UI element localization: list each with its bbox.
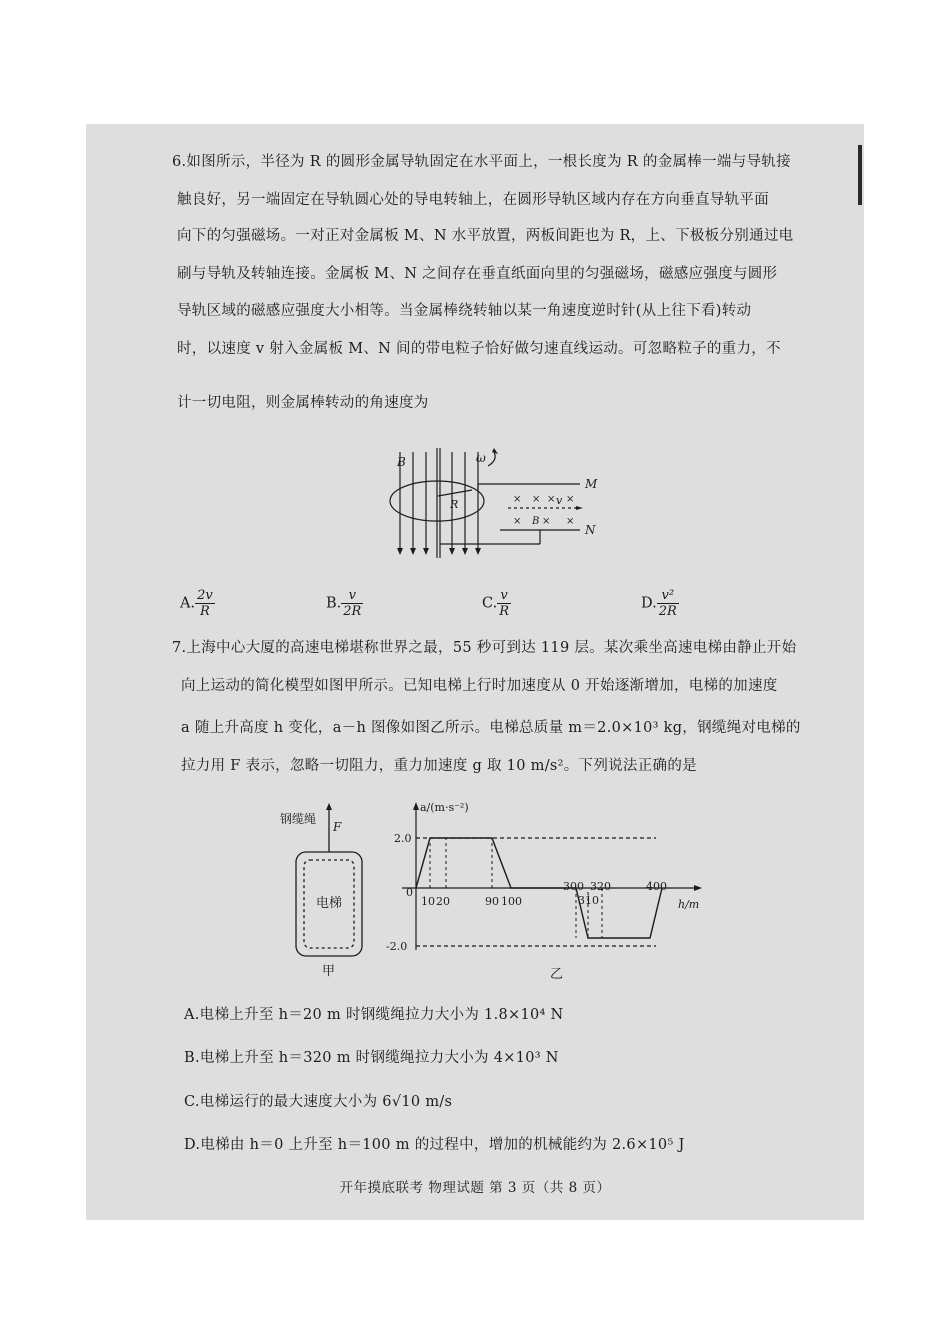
q6-option-a[interactable]: A. $\frac{2v}{R}$ [180, 588, 213, 619]
x-tick-90: 90 [485, 895, 499, 908]
y-tick-2: 2.0 [394, 832, 412, 845]
x-tick-310: 310 [578, 894, 599, 907]
q7-figure-jia [276, 800, 386, 982]
fig6-label-v: v [556, 494, 563, 507]
x-axis-label: h/m [678, 898, 700, 911]
figure-caption-yi: 乙 [550, 967, 564, 982]
y-axis-label: a/(m·s⁻²) [420, 801, 469, 814]
page-footer: 开年摸底联考 物理试题 第 3 页（共 8 页） [339, 1180, 611, 1196]
x-tick-300: 300 [563, 880, 584, 893]
q6-line-2: 触良好，另一端固定在导轨圆心处的导电转轴上，在圆形导轨区域内存在方向垂直导轨平面 [177, 192, 769, 208]
field-cross: × [566, 494, 575, 505]
rope-label: 钢缆绳 [280, 812, 317, 826]
q7-line-1: 7.上海中心大厦的高速电梯堪称世界之最，55 秒可到达 119 层。某次乘坐高速电梯由静止开始 [172, 640, 797, 656]
field-cross: × [513, 494, 522, 505]
field-cross: × [547, 494, 556, 505]
fig6-label-omega: ω [476, 451, 486, 465]
q7-line-4: 拉力用 F 表示，忽略一切阻力，重力加速度 g 取 10 m/s²。下列说法正确的是 [181, 758, 697, 774]
q6-line-1: 6.如图所示，半径为 R 的圆形金属导轨固定在水平面上，一根长度为 R 的金属棒一端与导轨接 [172, 154, 791, 170]
q6-line-5: 导轨区域的磁感应强度大小相等。当金属棒绕转轴以某一角速度逆时针(从上往下看)转动 [177, 303, 752, 319]
fig6-label-Bfield: B [532, 516, 540, 527]
q7-figure-yi [380, 798, 720, 984]
q7-option-d[interactable]: D.电梯由 h＝0 上升至 h＝100 m 的过程中，增加的机械能约为 2.6×10⁵ J [184, 1137, 685, 1153]
elevator-label: 电梯 [316, 896, 343, 911]
q6-option-c[interactable]: C. $\frac{v}{R}$ [482, 588, 509, 619]
field-cross: × [542, 516, 551, 527]
x-tick-20: 20 [436, 895, 450, 908]
q6-option-b[interactable]: B. $\frac{v}{2R}$ [326, 588, 362, 619]
q6-line-4: 刷与导轨及转轴连接。金属板 M、N 之间存在垂直纸面向里的匀强磁场，磁感应强度与圆形 [177, 266, 778, 282]
x-tick-10: 10 [421, 895, 435, 908]
q6-line-3: 向下的匀强磁场。一对正对金属板 M、N 水平放置，两板间距也为 R，上、下极板分别通过电 [177, 228, 794, 244]
x-tick-320: 320 [590, 880, 611, 893]
origin-label: 0 [406, 886, 413, 899]
q7-option-b[interactable]: B.电梯上升至 h＝320 m 时钢缆绳拉力大小为 4×10³ N [184, 1050, 559, 1066]
page-edge-mark [858, 145, 862, 205]
q6-line-7: 计一切电阻，则金属棒转动的角速度为 [177, 395, 429, 411]
fig6-label-B: B [397, 455, 406, 469]
field-cross: × [513, 516, 522, 527]
fig6-label-N: N [585, 523, 596, 537]
q6-line-6: 时，以速度 v 射入金属板 M、N 间的带电粒子恰好做匀速直线运动。可忽略粒子的重力，不 [177, 341, 781, 357]
q7-line-3: a 随上升高度 h 变化，a－h 图像如图乙所示。电梯总质量 m＝2.0×10³ kg，钢缆绳对电梯的 [181, 720, 801, 736]
field-cross: × [566, 516, 575, 527]
fig6-label-R: R [450, 498, 459, 511]
q7-option-a[interactable]: A.电梯上升至 h＝20 m 时钢缆绳拉力大小为 1.8×10⁴ N [184, 1007, 564, 1023]
q6-option-d[interactable]: D. $\frac{\text{v²}}{2R}$ [641, 588, 677, 619]
field-cross: × [532, 494, 541, 505]
force-label-F: F [333, 820, 342, 834]
y-tick-neg2: -2.0 [386, 940, 408, 953]
q7-option-c[interactable]: C.电梯运行的最大速度大小为 6√10 m/s [184, 1094, 453, 1110]
q6-figure [380, 440, 610, 575]
x-tick-400: 400 [646, 880, 667, 893]
x-tick-100: 100 [501, 895, 522, 908]
q7-line-2: 向上运动的简化模型如图甲所示。已知电梯上行时加速度从 0 开始逐渐增加，电梯的加速度 [181, 678, 778, 694]
fig6-label-M: M [585, 477, 598, 491]
figure-caption-jia: 甲 [322, 964, 336, 979]
